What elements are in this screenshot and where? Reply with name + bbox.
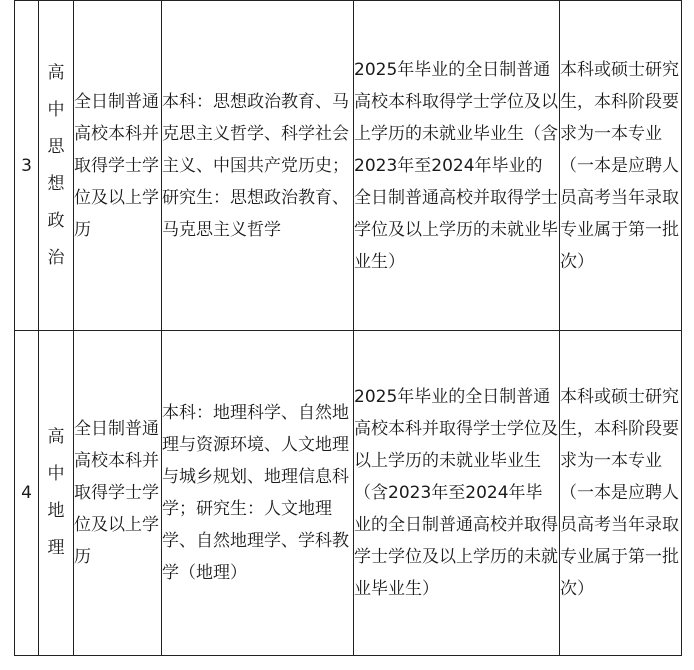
major-requirement: 本科：思想政治教育、马克思主义哲学、科学社会主义、中国共产党历史；研究生：思想政治教育、马克思主义哲学 bbox=[162, 1, 354, 331]
subject-name: 高中地理 bbox=[47, 427, 65, 558]
education-requirement: 全日制普通高校本科并取得学士学位及以上学历 bbox=[74, 331, 162, 656]
major-requirement: 本科：地理科学、自然地理与资源环境、人文地理与城乡规划、地理信息科学；研究生：人文地理学、自然地理学、学科教学（地理） bbox=[162, 331, 354, 656]
table-row bbox=[15, 331, 682, 656]
row-number: 3 bbox=[15, 1, 39, 331]
remark: 本科或硕士研究生，本科阶段要求为一本专业（一本是应聘人员高考当年录取专业属于第一批次） bbox=[560, 1, 682, 331]
subject-cell bbox=[39, 331, 74, 656]
row-number: 4 bbox=[15, 331, 39, 656]
table-row bbox=[15, 1, 682, 331]
education-requirement: 全日制普通高校本科并取得学士学位及以上学历 bbox=[74, 1, 162, 331]
subject-name: 高中思想政治 bbox=[47, 62, 65, 268]
subject-cell bbox=[39, 1, 74, 331]
eligibility-condition: 2025年毕业的全日制普通高校本科取得学士学位及以上学历的未就业毕业生（含2023年至2024年毕业的全日制普通高校并取得学士学位及以上学历的未就业毕业生） bbox=[354, 1, 560, 331]
recruitment-requirements-table bbox=[14, 0, 682, 656]
eligibility-condition: 2025年毕业的全日制普通高校本科并取得学士学位及以上学历的未就业毕业生（含2023年至2024年毕业的全日制普通高校并取得学士学位及以上学历的未就业毕业生） bbox=[354, 331, 560, 656]
remark: 本科或硕士研究生，本科阶段要求为一本专业（一本是应聘人员高考当年录取专业属于第一批次） bbox=[560, 331, 682, 656]
